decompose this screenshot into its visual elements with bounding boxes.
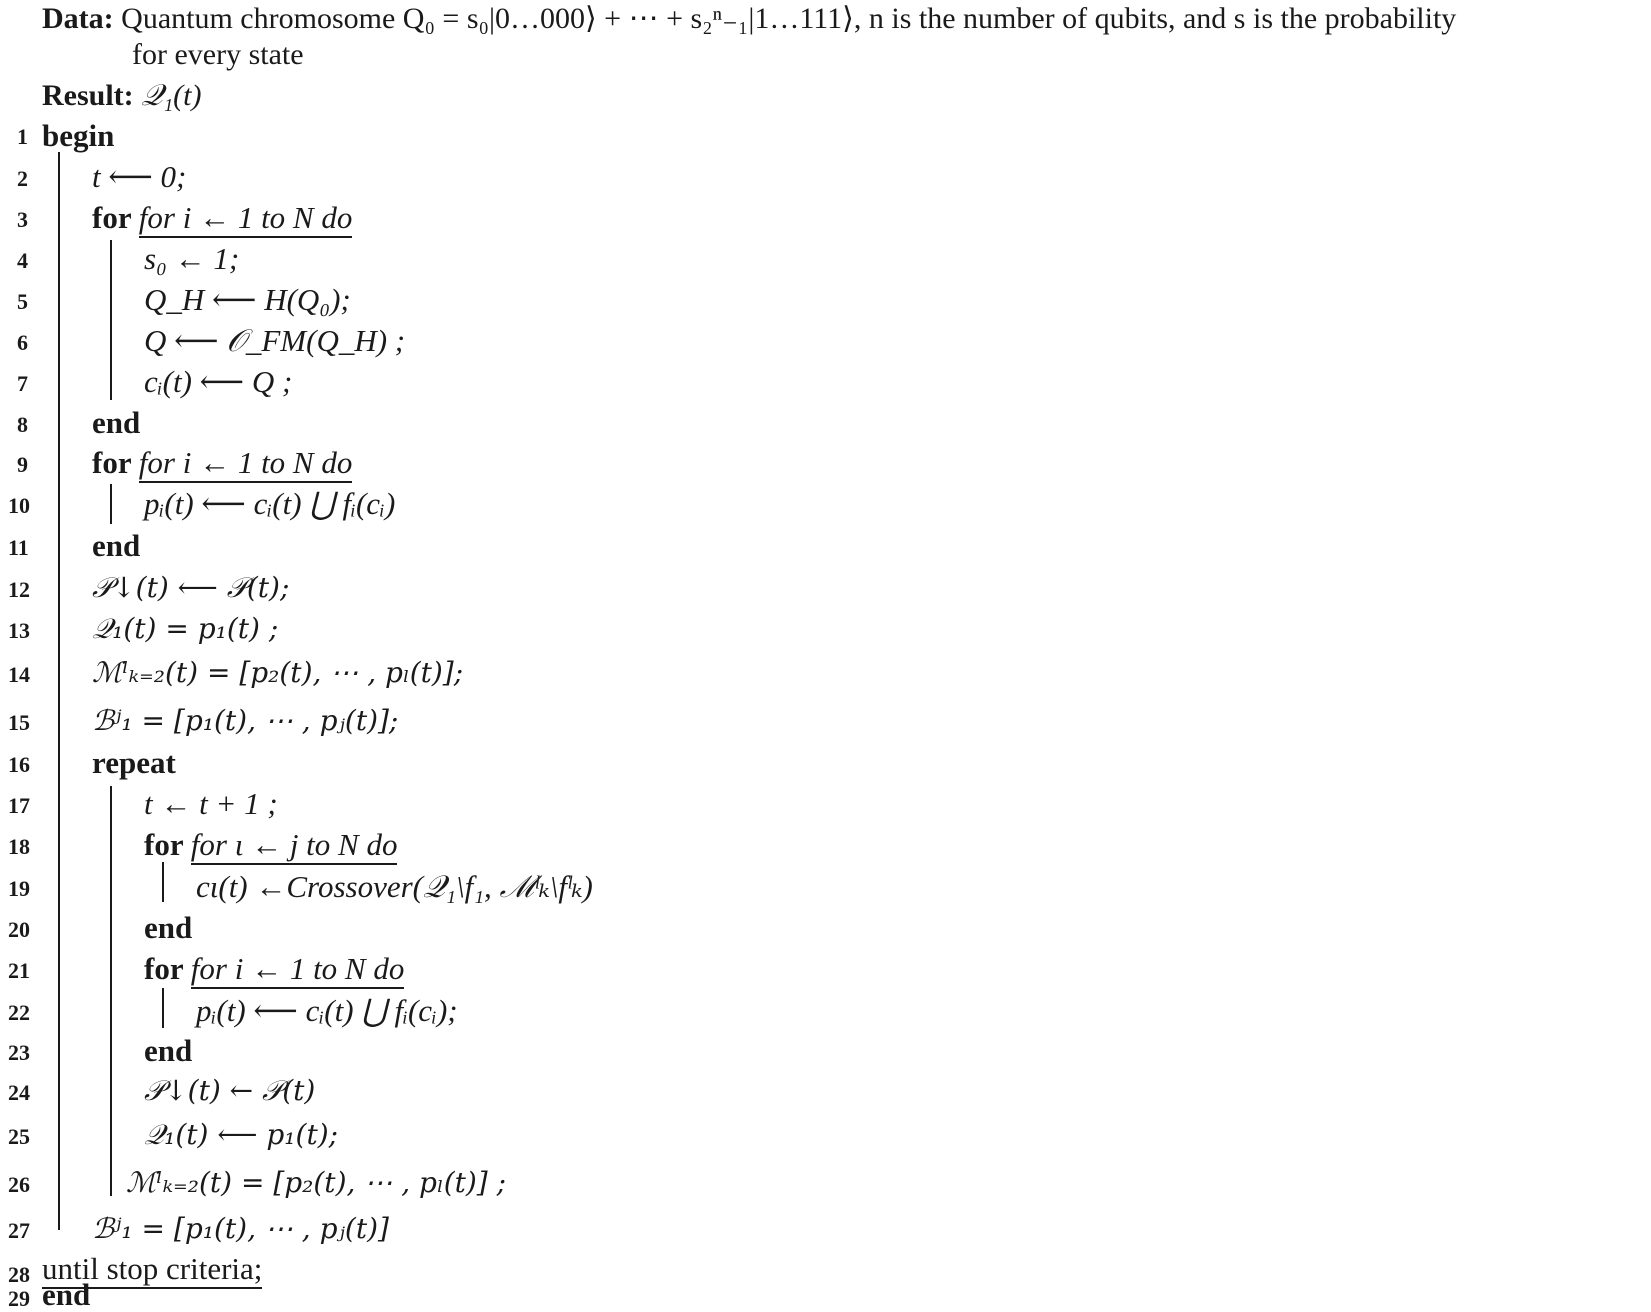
code-line-17: t ← t + 1 ; [144, 786, 278, 821]
code-line-5: Q_H ⟵ H(Q₀); [144, 282, 351, 317]
line-number-20: 20 [8, 917, 30, 942]
for1-scope-bar [110, 240, 112, 400]
code-line-27: ℬʲ₁ = [p₁(t), ⋯ , pⱼ(t)] [92, 1212, 389, 1245]
line-number-5: 5 [17, 289, 28, 314]
line-number-17: 17 [8, 793, 30, 818]
line-number-14: 14 [8, 662, 30, 687]
for3-scope-bar [162, 862, 164, 902]
code-line-7: cᵢ(t) ⟵ Q ; [144, 364, 293, 399]
code-line-12: 𝒫↓(t) ⟵ 𝒫(t); [92, 571, 290, 604]
result-line [42, 77, 201, 115]
line-number-1: 1 [17, 124, 28, 149]
for-range-2: for i ← 1 to N do [139, 445, 353, 483]
data-line-2 [132, 36, 304, 74]
code-line-20: end [144, 910, 193, 945]
code-line-13: 𝒬₁(t) = p₁(t) ; [92, 612, 279, 645]
data-description: Quantum chromosome Q₀ = s₀|0…000⟩ + ⋯ + s₂ⁿ₋₁|1…111⟩, n is the number of qubits, and s is the probability [121, 2, 1457, 35]
line-number-6: 6 [17, 330, 28, 355]
result-label: Result: [42, 79, 134, 112]
code-line-18: for for ι ← j to N do [144, 826, 397, 864]
code-line-25: 𝒬₁(t) ⟵ p₁(t); [144, 1118, 339, 1151]
code-line-21: for for i ← 1 to N do [144, 950, 404, 988]
line-number-3: 3 [17, 207, 28, 232]
for-range-3: for ι ← j to N do [191, 827, 398, 865]
for2-scope-bar [110, 484, 112, 524]
code-line-22: pᵢ(t) ⟵ cᵢ(t) ⋃ fᵢ(cᵢ); [196, 993, 458, 1028]
for-range-1: for i ← 1 to N do [139, 200, 353, 238]
line-number-23: 23 [8, 1040, 30, 1065]
for-range-4: for i ← 1 to N do [191, 951, 405, 989]
line-number-19: 19 [8, 876, 30, 901]
code-line-9: for for i ← 1 to N do [92, 444, 352, 482]
code-line-3: for for i ← 1 to N do [92, 199, 352, 237]
code-line-14: ℳˡₖ₌₂(t) = [p₂(t), ⋯ , pₗ(t)]; [92, 656, 464, 689]
line-number-13: 13 [8, 618, 30, 643]
code-line-29: end [42, 1277, 91, 1312]
code-line-19: cι(t) ←Crossover(𝒬₁\f₁, ℳˡₖ\fˡₖ) [196, 869, 593, 904]
data-label: Data: [42, 2, 114, 35]
code-line-26: ℳˡₖ₌₂(t) = [p₂(t), ⋯ , pₗ(t)] ; [126, 1166, 507, 1199]
line-number-7: 7 [17, 371, 28, 396]
line-number-24: 24 [8, 1080, 30, 1105]
line-number-2: 2 [17, 166, 28, 191]
line-number-29: 29 [8, 1286, 30, 1311]
result-value: 𝒬₁(t) [141, 79, 202, 112]
for4-scope-bar [162, 988, 164, 1028]
code-line-2: t ⟵ 0; [92, 159, 187, 194]
line-number-21: 21 [8, 958, 30, 983]
data-description-cont: for every state [132, 38, 304, 71]
code-line-24: 𝒫↓(t) ← 𝒫(t) [144, 1074, 316, 1107]
line-number-26: 26 [8, 1172, 30, 1197]
line-number-12: 12 [8, 577, 30, 602]
line-number-27: 27 [8, 1218, 30, 1243]
code-line-1: begin [42, 118, 115, 153]
line-number-28: 28 [8, 1262, 30, 1287]
code-line-6: Q ⟵ 𝒪_FM(Q_H) ; [144, 323, 406, 358]
repeat-scope-bar [110, 786, 112, 1196]
line-number-16: 16 [8, 752, 30, 777]
code-line-4: s₀ ← 1; [144, 241, 240, 276]
code-line-23: end [144, 1033, 193, 1068]
line-number-8: 8 [17, 412, 28, 437]
code-line-15: ℬʲ₁ = [p₁(t), ⋯ , pⱼ(t)]; [92, 704, 399, 737]
line-number-9: 9 [17, 452, 28, 477]
line-number-10: 10 [8, 493, 30, 518]
line-number-18: 18 [8, 834, 30, 859]
data-line-1 [42, 0, 1456, 38]
begin-scope-bar [58, 152, 60, 1230]
line-number-15: 15 [8, 710, 30, 735]
line-number-4: 4 [17, 248, 28, 273]
line-number-22: 22 [8, 1000, 30, 1025]
line-number-11: 11 [8, 535, 29, 560]
until-stop-criteria: until stop criteria; [42, 1251, 262, 1289]
code-line-16: repeat [92, 745, 176, 780]
code-line-10: pᵢ(t) ⟵ cᵢ(t) ⋃ fᵢ(cᵢ) [144, 486, 396, 521]
code-line-11: end [92, 528, 141, 563]
code-line-8: end [92, 405, 141, 440]
line-number-25: 25 [8, 1124, 30, 1149]
